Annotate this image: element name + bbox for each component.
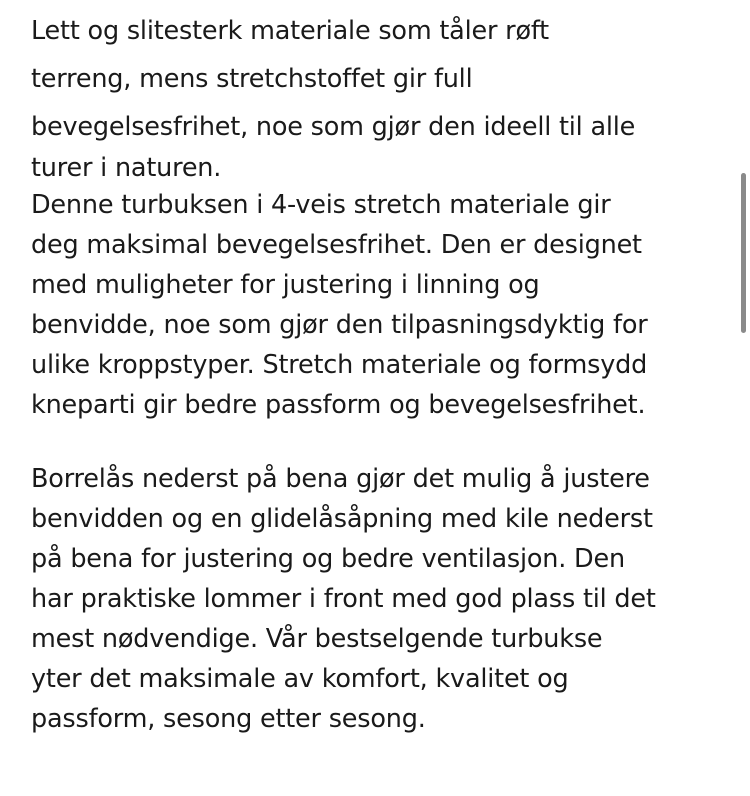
paragraph-line: Denne turbuksen i 4-veis stretch materiale gir <box>31 190 611 220</box>
intro-line: turer i naturen. <box>31 153 222 183</box>
paragraph-line: ulike kroppstyper. Stretch materiale og formsydd <box>31 350 648 380</box>
intro-line: Lett og slitesterk materiale som tåler røft <box>31 16 549 46</box>
intro-text <box>31 7 731 185</box>
paragraph-line: Borrelås nederst på bena gjør det mulig å justere <box>31 464 650 494</box>
description-paragraph-1 <box>31 185 731 425</box>
paragraph-line: benvidden og en glidelåsåpning med kile nederst <box>31 504 653 534</box>
paragraph-line: mest nødvendige. Vår bestselgende turbukse <box>31 624 603 654</box>
product-description <box>31 7 731 739</box>
paragraph-line: benvidde, noe som gjør den tilpasningsdyktig for <box>31 310 648 340</box>
intro-line: bevegelsesfrihet, noe som gjør den ideell til alle <box>31 112 636 142</box>
paragraph-line: med muligheter for justering i linning og <box>31 270 540 300</box>
paragraph-line: yter det maksimale av komfort, kvalitet og <box>31 664 569 694</box>
description-paragraph-2 <box>31 459 731 739</box>
paragraph-line: kneparti gir bedre passform og bevegelsesfrihet. <box>31 390 646 420</box>
intro-line: terreng, mens stretchstoffet gir full <box>31 64 473 94</box>
paragraph-line: deg maksimal bevegelsesfrihet. Den er designet <box>31 230 642 260</box>
vertical-scrollbar[interactable] <box>741 173 746 333</box>
paragraph-line: har praktiske lommer i front med god plass til det <box>31 584 656 614</box>
paragraph-line: passform, sesong etter sesong. <box>31 704 426 734</box>
intro-paragraph <box>31 7 731 185</box>
paragraph-line: på bena for justering og bedre ventilasjon. Den <box>31 544 625 574</box>
